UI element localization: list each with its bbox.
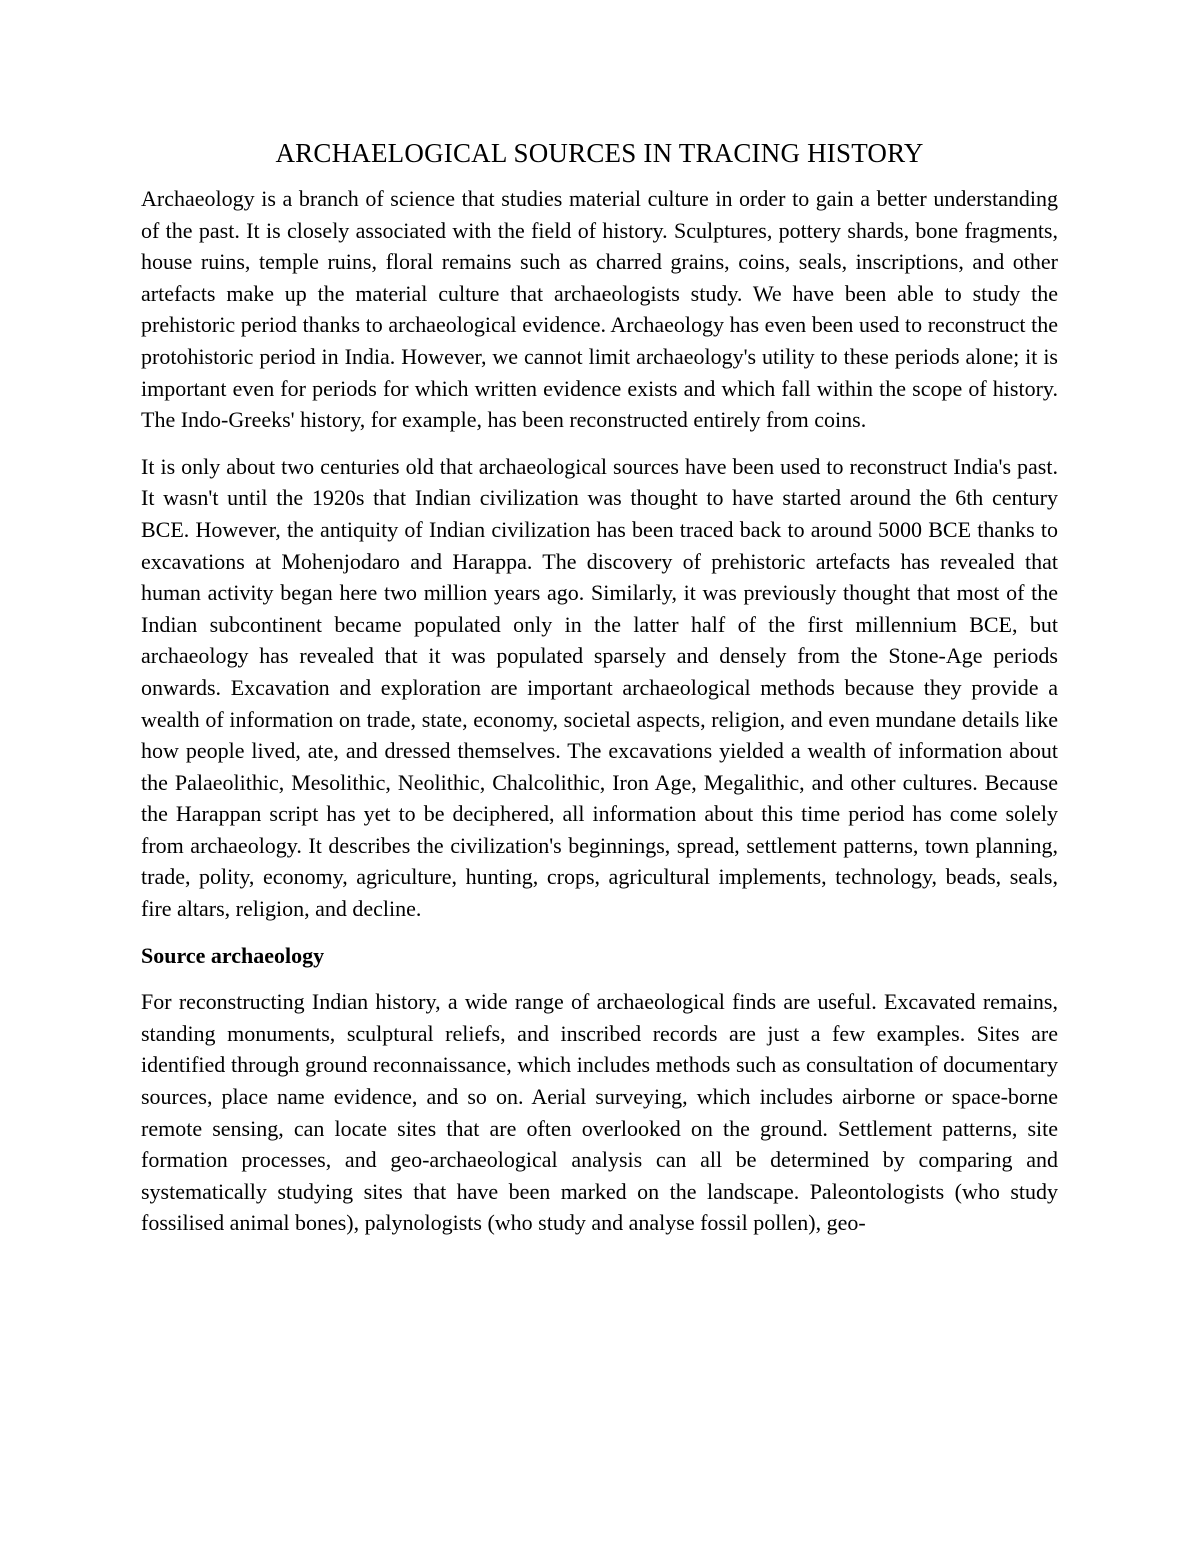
- section-heading: Source archaeology: [141, 942, 325, 968]
- paragraph-source-archaeology: For reconstructing Indian history, a wide range of archaeological finds are useful. Excavated remains, standing monuments, sculptural reliefs, and inscribed records are just a few examples. Sites are identified through ground reconnaissance, which includes methods such as consultation of documentary sources, place name evidence, and so on. Aerial surveying, which includes airborne or space-borne remote sensing, can locate sites that are often overlooked on the ground. Settlement patterns, site formation processes, and geo-archaeological analysis can all be determined by comparing and systematically studying sites that have been marked on the landscape. Paleontologists (who study fossilised animal bones), palynologists (who study and analyse fossil pollen), geo-: [141, 989, 1058, 1236]
- document-title: ARCHAELOGICAL SOURCES IN TRACING HISTORY: [275, 138, 924, 168]
- paragraph-archaeology-definition: Archaeology is a branch of science that studies material culture in order to gain a better understanding of the past. It is closely associated with the field of history. Sculptures, pottery shards, bone fragments, house ruins, temple ruins, floral remains such as charred grains, coins, seals, inscriptions, and other artefacts make up the material culture that archaeologists study. We have been able to study the prehistoric period thanks to archaeological evidence. Archaeology has even been used to reconstruct the protohistoric period in India. However, we cannot limit archaeology's utility to these periods alone; it is important even for periods for which written evidence exists and which fall within the scope of history. The Indo-Greeks' history, for example, has been reconstructed entirely from coins.: [141, 186, 1058, 433]
- paragraph-archaeology-in-india: It is only about two centuries old that archaeological sources have been used to reconstruct India's past. It wasn't until the 1920s that Indian civilization was thought to have started around the 6th century BCE. However, the antiquity of Indian civilization has been traced back to around 5000 BCE thanks to excavations at Mohenjodaro and Harappa. The discovery of prehistoric artefacts has revealed that human activity began here two million years ago. Similarly, it was previously thought that most of the Indian subcontinent became populated only in the latter half of the first millennium BCE, but archaeology has revealed that it was populated sparsely and densely from the Stone-Age periods onwards. Excavation and exploration are important archaeological methods because they provide a wealth of information on trade, state, economy, societal aspects, religion, and even mundane details like how people lived, ate, and dressed themselves. The excavations yielded a wealth of information about the Palaeolithic, Mesolithic, Neolithic, Chalcolithic, Iron Age, Megalithic, and other cultures. Because the Harappan script has yet to be deciphered, all information about this time period has come solely from archaeology. It describes the civilization's beginnings, spread, settlement patterns, town planning, trade, polity, economy, agriculture, hunting, crops, agricultural implements, technology, beads, seals, fire altars, religion, and decline.: [141, 453, 1058, 922]
- document-page: [141, 138, 1058, 1254]
